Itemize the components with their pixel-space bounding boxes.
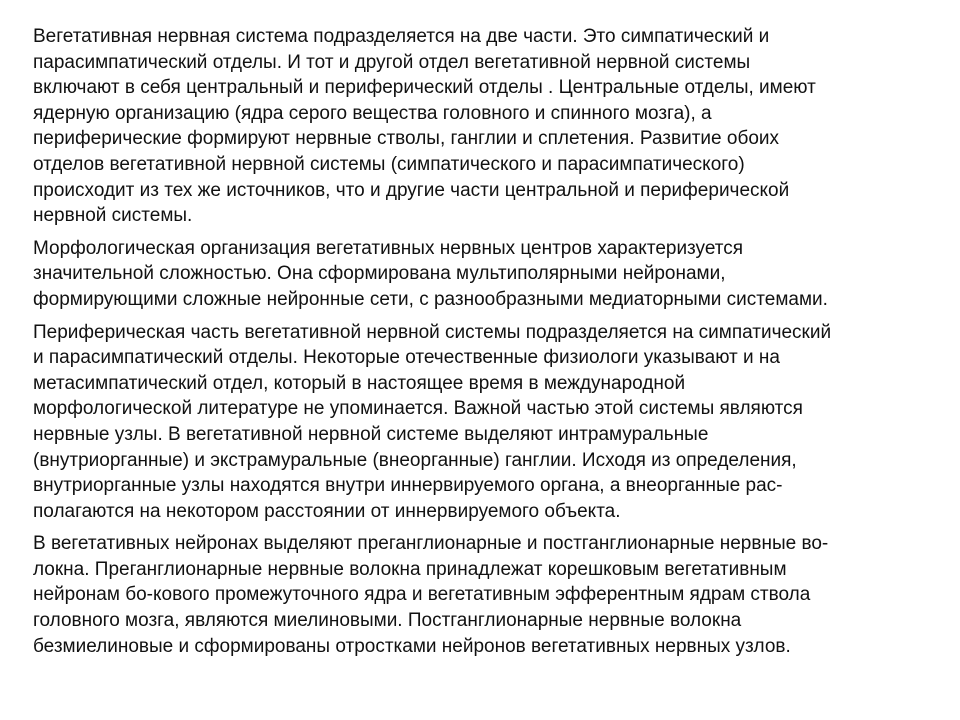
text-line: отделов вегетативной нервной системы (симпатического и парасимпатического) xyxy=(33,153,745,175)
paragraph-3 xyxy=(33,320,933,525)
text-body xyxy=(33,24,933,666)
text-line: парасимпатический отделы. И тот и другой отдел вегетативной нервной системы xyxy=(33,51,751,73)
text-line: формирующими сложные нейронные сети, с разнообразными медиаторными системами. xyxy=(33,288,828,310)
text-line: и парасимпатический отделы. Некоторые отечественные физиологи указывают и на xyxy=(33,347,780,369)
paragraph-2 xyxy=(33,236,933,313)
text-line: ядерную организацию (ядра серого вещества головного и спинного мозга), а xyxy=(33,102,712,124)
text-line: периферические формируют нервные стволы, ганглии и сплетения. Развитие обоих xyxy=(33,128,780,150)
text-line: Периферическая часть вегетативной нервной системы подразделяется на симпатический xyxy=(33,321,832,343)
text-line: Морфологическая организация вегетативных нервных центров характеризуется xyxy=(33,237,744,259)
paragraph-4 xyxy=(33,531,933,659)
text-line: головного мозга, являются миелиновыми. Постганглионарные нервные волокна xyxy=(33,610,742,632)
text-line: Вегетативная нервная система подразделяется на две части. Это симпатический и xyxy=(33,26,770,47)
text-line: метасимпатический отдел, который в настоящее время в международной xyxy=(33,372,686,394)
text-line: включают в себя центральный и периферический отделы . Центральные отделы, имеют xyxy=(33,77,816,99)
paragraph-1 xyxy=(33,24,933,229)
text-line: (внутриорганные) и экстрамуральные (внеорганные) ганглии. Исходя из определения, xyxy=(33,449,797,471)
text-line: нервные узлы. В вегетативной нервной системе выделяют интрамуральные xyxy=(33,423,709,445)
text-line: внутриорганные узлы находятся внутри иннервируемого органа, а внеорганные рас- xyxy=(33,475,783,497)
text-line: В вегетативных нейронах выделяют преганглионарные и постганглионарные нервные во- xyxy=(33,533,829,555)
text-line: безмиелиновые и сформированы отростками нейронов вегетативных нервных узлов. xyxy=(33,635,791,657)
text-line: нейронам бо-кового промежуточного ядра и вегетативным эфферентным ядрам ствола xyxy=(33,584,811,606)
text-line: морфологической литературе не упоминается. Важной частью этой системы являются xyxy=(33,398,803,420)
text-line: значительной сложностью. Она сформирована мультиполярными нейронами, xyxy=(33,263,726,285)
text-line: нервной системы. xyxy=(33,205,193,227)
text-line: происходит из тех же источников, что и другие части центральной и периферической xyxy=(33,179,790,201)
text-line: локна. Преганглионарные нервные волокна принадлежат корешковым вегетативным xyxy=(33,558,787,580)
text-line: полагаются на некотором расстоянии от иннервируемого объекта. xyxy=(33,500,621,522)
